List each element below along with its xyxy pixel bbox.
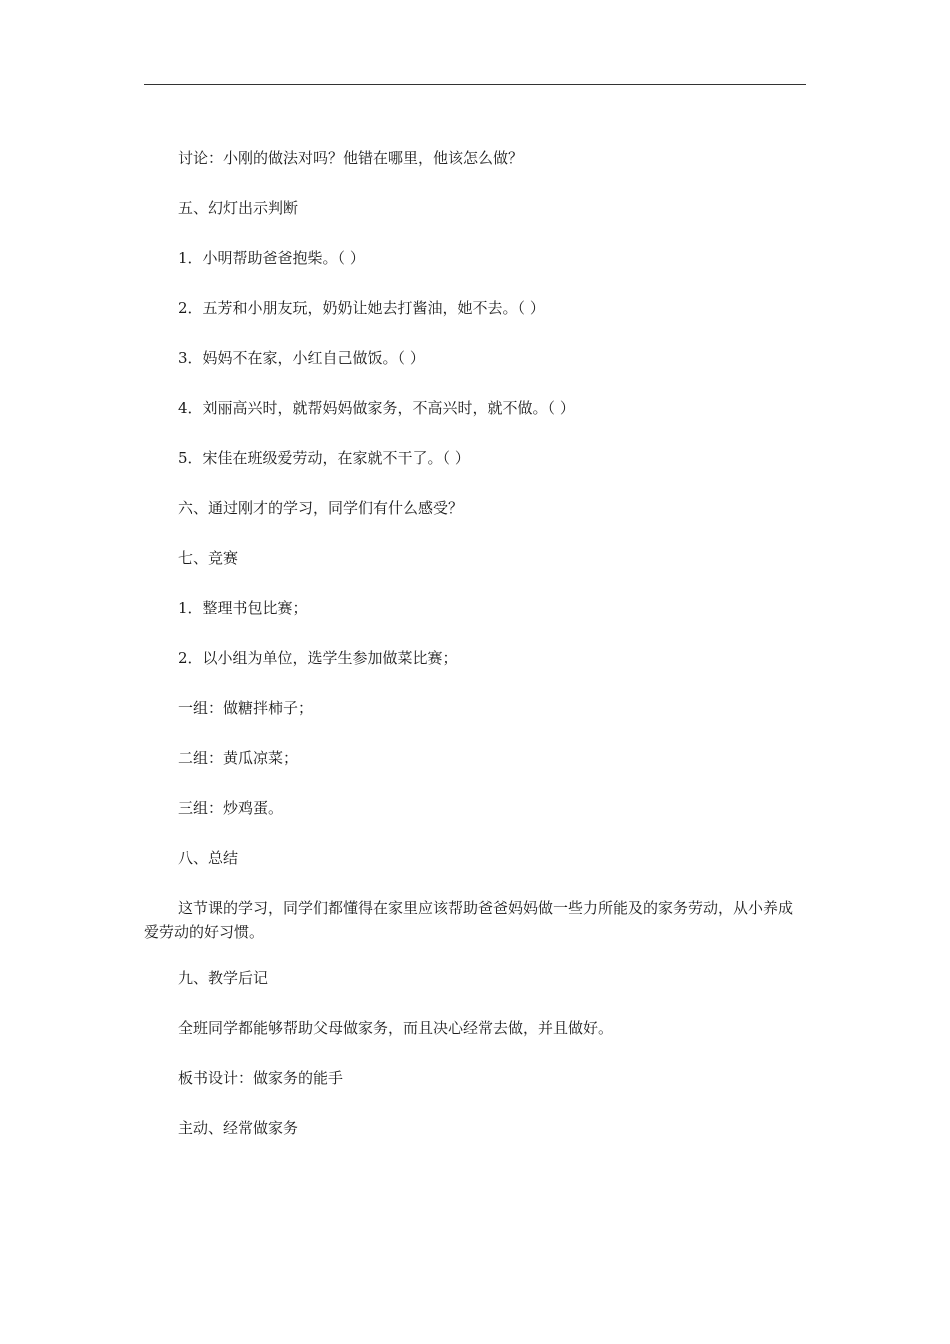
document-body xyxy=(144,146,806,1166)
list-item: 1．整理书包比赛； xyxy=(178,599,308,617)
heading-section-6: 六、通过刚才的学习，同学们有什么感受？ xyxy=(178,499,464,517)
list-item: 1．小明帮助爸爸抱柴。（ ） xyxy=(178,249,365,267)
list-item: 2．以小组为单位，选学生参加做菜比赛； xyxy=(178,649,458,667)
heading-section-5: 五、幻灯出示判断 xyxy=(178,199,299,217)
heading-section-9: 九、教学后记 xyxy=(178,969,269,987)
list-item: 4．刘丽高兴时，就帮妈妈做家务，不高兴时，就不做。（ ） xyxy=(178,399,575,417)
list-item: 2．五芳和小朋友玩，奶奶让她去打酱油，她不去。（ ） xyxy=(178,299,545,317)
list-item: 3．妈妈不在家，小红自己做饭。（ ） xyxy=(178,349,425,367)
heading-section-7: 七、竞赛 xyxy=(178,549,239,567)
list-item: 二组：黄瓜凉菜； xyxy=(178,749,299,767)
paragraph-board-design: 板书设计：做家务的能手 xyxy=(178,1069,344,1087)
paragraph-board-line: 主动、经常做家务 xyxy=(178,1119,299,1137)
heading-section-8: 八、总结 xyxy=(178,849,239,867)
paragraph-summary: 这节课的学习，同学们都懂得在家里应该帮助爸爸妈妈做一些力所能及的家务劳动，从小养成爱劳动的好习惯。 xyxy=(144,899,794,941)
header-rule xyxy=(144,84,806,85)
list-item: 5．宋佳在班级爱劳动，在家就不干了。（ ） xyxy=(178,449,470,467)
paragraph-teaching-notes: 全班同学都能够帮助父母做家务，而且决心经常去做，并且做好。 xyxy=(178,1019,614,1037)
list-item: 三组：炒鸡蛋。 xyxy=(178,799,284,817)
list-item: 一组：做糖拌柿子； xyxy=(178,699,314,717)
paragraph-discussion: 讨论：小刚的做法对吗？他错在哪里，他该怎么做？ xyxy=(178,149,524,167)
